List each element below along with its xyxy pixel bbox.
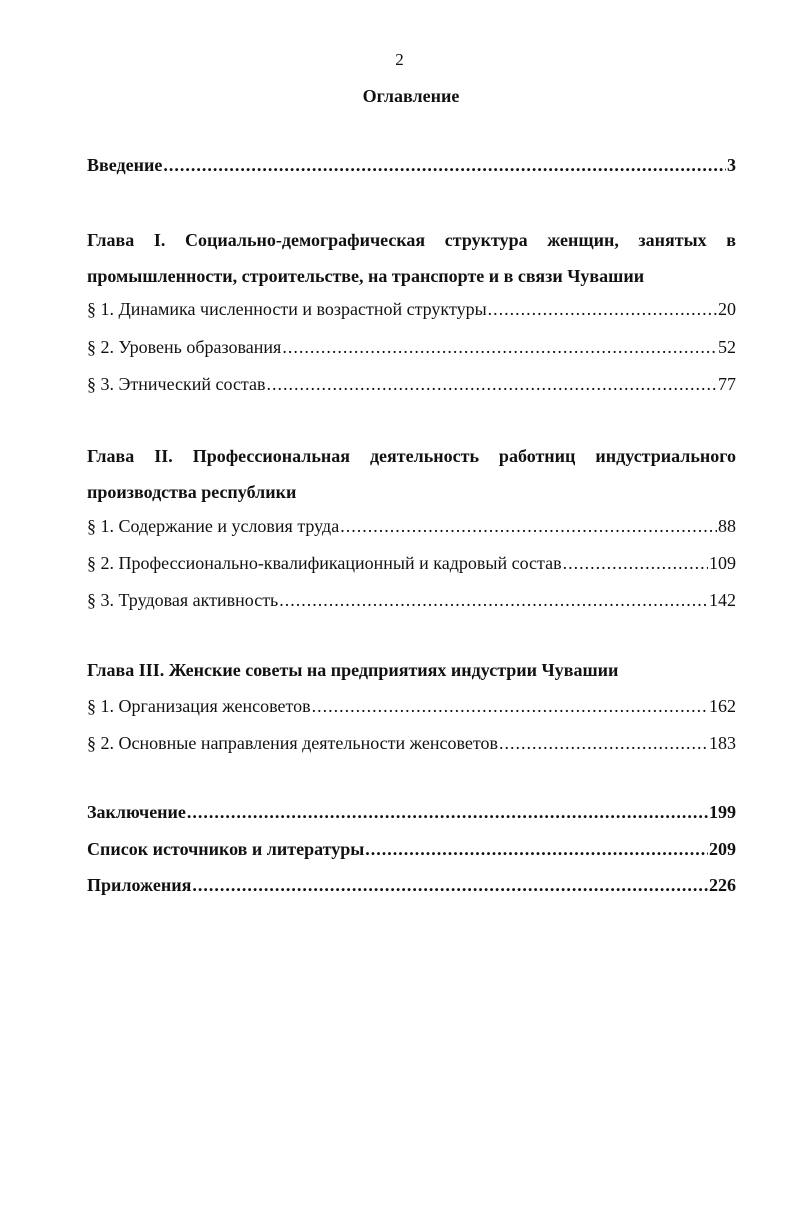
toc-entry-label: Введение (87, 155, 163, 175)
toc-entry-section[interactable] (87, 588, 736, 612)
dot-leader (279, 588, 708, 612)
chapter-heading-1[interactable]: Глава I. Социально-демографическая структура женщин, занятых в промышленности, строительстве, на транспорте и в связи Чувашии (87, 230, 736, 286)
dot-leader (488, 297, 717, 321)
dot-leader (282, 335, 717, 359)
toc-entry-label: § 1. Организация женсоветов (87, 696, 311, 716)
page-title: Оглавление (362, 86, 460, 106)
toc-entry-section[interactable] (87, 297, 736, 321)
toc-entry-bibliography[interactable] (87, 837, 736, 861)
toc-entry-page: 20 (718, 299, 736, 319)
toc-entry-section[interactable] (87, 335, 736, 359)
toc-entry-page: 52 (718, 337, 736, 357)
toc-entry-page: 226 (709, 875, 736, 895)
toc-entry-section[interactable] (87, 514, 736, 538)
toc-entry-section[interactable] (87, 731, 736, 755)
toc-entry-conclusion[interactable] (87, 800, 736, 824)
dot-leader (163, 153, 726, 177)
toc-entry-label: Приложения (87, 875, 192, 895)
toc-entry-page: 183 (709, 733, 736, 753)
toc-entry-label: § 3. Трудовая активность (87, 590, 279, 610)
toc-entry-page: 77 (718, 374, 736, 394)
dot-leader (499, 731, 708, 755)
toc-entry-intro[interactable] (87, 153, 736, 177)
toc-entry-label: § 2. Профессионально-квалификационный и кадровый состав (87, 553, 562, 573)
toc-entry-section[interactable] (87, 551, 736, 575)
dot-leader (340, 514, 717, 538)
toc-entry-label: § 1. Содержание и условия труда (87, 516, 340, 536)
chapter-heading-2[interactable]: Глава II. Профессиональная деятельность работниц индустриального производства республики (87, 446, 736, 502)
dot-leader (312, 694, 708, 718)
dot-leader (192, 873, 708, 897)
dot-leader (365, 837, 708, 861)
toc-entry-label: § 1. Динамика численности и возрастной структуры (87, 299, 487, 319)
toc-entry-label: § 2. Основные направления деятельности женсоветов (87, 733, 498, 753)
toc-entry-section[interactable] (87, 372, 736, 396)
toc-entry-page: 3 (727, 155, 736, 175)
page-number: 2 (395, 50, 404, 69)
toc-entry-page: 109 (709, 553, 736, 573)
toc-entry-page: 142 (709, 590, 736, 610)
chapter-heading-3[interactable]: Глава III. Женские советы на предприятиях индустрии Чувашии (87, 660, 619, 680)
dot-leader (267, 372, 717, 396)
toc-entry-label: Список источников и литературы (87, 839, 365, 859)
toc-entry-appendices[interactable] (87, 873, 736, 897)
toc-entry-label: Заключение (87, 802, 186, 822)
toc-entry-section[interactable] (87, 694, 736, 718)
toc-entry-page: 209 (709, 839, 736, 859)
toc-entry-page: 199 (709, 802, 736, 822)
toc-entry-label: § 2. Уровень образования (87, 337, 282, 357)
toc-entry-label: § 3. Этнический состав (87, 374, 266, 394)
toc-entry-page: 162 (709, 696, 736, 716)
dot-leader (187, 800, 708, 824)
toc-entry-page: 88 (718, 516, 736, 536)
dot-leader (563, 551, 708, 575)
